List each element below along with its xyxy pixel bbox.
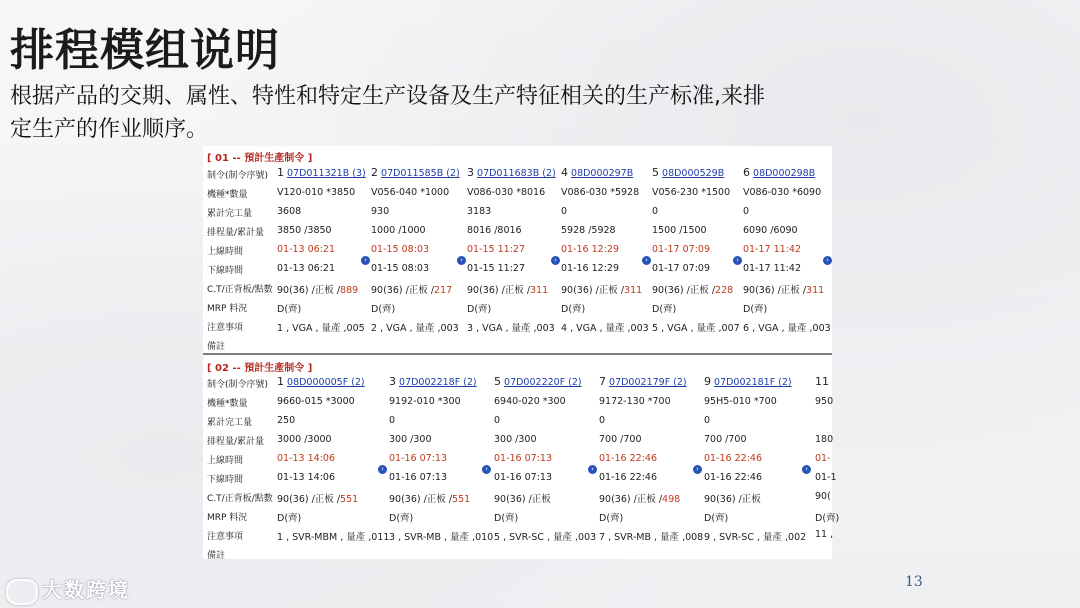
order-seq-number: 4 <box>561 166 568 179</box>
schedule-section-01 <box>203 146 832 352</box>
cycle-time-text: 90(36) /正板 / <box>599 494 663 505</box>
cycle-time <box>652 282 733 296</box>
section-header: [ 01 -- 預計生產制令 ] <box>207 153 313 164</box>
order-seq-number: 9 <box>704 375 711 388</box>
next-arrow-icon[interactable]: › <box>588 465 597 474</box>
order-seq-number: 3 <box>389 375 396 388</box>
order-header <box>652 166 724 179</box>
scheduled-qty: 180 <box>815 434 834 445</box>
mrp-status: D(齊) <box>371 304 396 315</box>
cycle-time-text: 90(36) /正板 / <box>371 285 435 296</box>
cycle-time <box>467 282 548 296</box>
cycle-time <box>277 282 358 296</box>
row-label: 備註 <box>207 551 226 561</box>
start-time: 01-16 07:13 <box>494 453 553 464</box>
model-qty: V086-030 *5928 <box>561 187 640 198</box>
order-header <box>277 375 365 388</box>
row-label: C.T/正背板/點數 <box>207 494 273 504</box>
order-note: 11 , <box>815 529 834 540</box>
start-time: 01-16 22:46 <box>599 453 658 464</box>
order-id-link[interactable]: 08D000529B <box>662 168 725 179</box>
order-note: 1 , SVR-MBM , 量產 ,011 <box>277 532 390 543</box>
schedule-section-02 <box>203 356 840 561</box>
order-note: 3 , VGA , 量產 ,003 <box>467 323 555 334</box>
cycle-time-text: 90(36) /正板 <box>494 494 551 505</box>
row-label: 制令(制令序號) <box>207 171 269 181</box>
row-label: 備註 <box>207 342 226 352</box>
order-seq-number: 5 <box>652 166 659 179</box>
model-qty: V120-010 *3850 <box>277 187 356 198</box>
cycle-time <box>371 282 452 296</box>
completed-qty: 0 <box>652 206 659 217</box>
end-time: 01-15 08:03 <box>371 263 430 274</box>
order-seq-number: 7 <box>599 375 606 388</box>
scheduled-qty: 3850 /3850 <box>277 225 332 236</box>
cycle-time-points: 311 <box>806 285 825 296</box>
mrp-status: D(齊) <box>561 304 586 315</box>
completed-qty: 250 <box>277 415 296 426</box>
start-time: 01-16 22:46 <box>704 453 763 464</box>
cycle-time <box>599 491 680 505</box>
order-id-link[interactable]: 07D002218F (2) <box>399 377 477 388</box>
completed-qty: 3608 <box>277 206 302 217</box>
next-arrow-icon[interactable]: › <box>361 256 370 265</box>
completed-qty: 0 <box>704 415 711 426</box>
order-note: 3 , SVR-MB , 量產 ,010 <box>389 532 494 543</box>
row-label: 累計完工量 <box>207 418 253 428</box>
row-label: 注意事項 <box>207 323 244 333</box>
order-id-link[interactable]: 07D002181F (2) <box>714 377 792 388</box>
next-arrow-icon[interactable]: › <box>693 465 702 474</box>
next-arrow-icon[interactable]: › <box>378 465 387 474</box>
row-label: 下線時間 <box>207 266 244 276</box>
row-label: MRP 料況 <box>207 304 248 314</box>
completed-qty: 0 <box>743 206 750 217</box>
start-time: 01-15 08:03 <box>371 244 430 255</box>
row-label: 注意事項 <box>207 532 244 542</box>
start-time: 01-17 07:09 <box>652 244 711 255</box>
order-seq-number: 6 <box>743 166 750 179</box>
cycle-time-points: 228 <box>715 285 734 296</box>
model-qty: 9192-010 *300 <box>389 396 461 407</box>
end-time: 01-16 12:29 <box>561 263 620 274</box>
cycle-time-text: 90(36) /正板 / <box>561 285 625 296</box>
order-note: 5 , SVR-SC , 量產 ,003 <box>494 532 597 543</box>
end-time: 01-17 11:42 <box>743 263 802 274</box>
scheduled-qty: 6090 /6090 <box>743 225 798 236</box>
cycle-time-points: 889 <box>340 285 359 296</box>
row-label: 制令(制令序號) <box>207 380 269 390</box>
completed-qty: 0 <box>599 415 606 426</box>
scheduled-qty: 700 /700 <box>599 434 642 445</box>
start-time: 01-16 12:29 <box>561 244 620 255</box>
order-id-link[interactable]: 07D002220F (2) <box>504 377 582 388</box>
cycle-time <box>704 491 761 505</box>
row-label: 機種*數量 <box>207 399 248 409</box>
mrp-status: D(齊) <box>652 304 677 315</box>
mrp-status: D(齊) <box>599 513 624 524</box>
section-header: [ 02 -- 預計生產制令 ] <box>207 363 313 374</box>
scheduled-qty: 1000 /1000 <box>371 225 426 236</box>
start-time: 01- <box>815 453 831 464</box>
end-time: 01-16 07:13 <box>494 472 553 483</box>
cycle-time-points: 551 <box>452 494 471 505</box>
model-qty: 9172-130 *700 <box>599 396 671 407</box>
order-header <box>815 375 829 388</box>
slide-subtitle: 根据产品的交期、属性、特性和特定生产设备及生产特征相关的生产标准,来排定生产的作业顺序。 <box>10 84 765 142</box>
next-arrow-icon[interactable]: › <box>802 465 811 474</box>
row-label: C.T/正背板/點數 <box>207 285 273 295</box>
model-qty: 950 <box>815 396 834 407</box>
next-arrow-icon[interactable]: › <box>551 256 560 265</box>
end-time: 01-16 22:46 <box>704 472 763 483</box>
cycle-time <box>389 491 470 505</box>
cycle-time-points: 217 <box>434 285 453 296</box>
cycle-time <box>277 491 358 505</box>
cycle-time-points: 551 <box>340 494 359 505</box>
order-note: 4 , VGA , 量產 ,003 <box>561 323 649 334</box>
row-label: 累計完工量 <box>207 209 253 219</box>
order-note: 1 , VGA , 量產 ,005 <box>277 323 365 334</box>
scheduled-qty: 300 /300 <box>494 434 537 445</box>
start-time: 01-13 06:21 <box>277 244 336 255</box>
completed-qty: 0 <box>389 415 396 426</box>
cycle-time-points: 311 <box>624 285 643 296</box>
page-number: 13 <box>905 574 923 590</box>
model-qty: 6940-020 *300 <box>494 396 566 407</box>
end-time: 01-13 06:21 <box>277 263 336 274</box>
mrp-status: D(齊) <box>277 513 302 524</box>
row-label: 下線時間 <box>207 475 244 485</box>
mrp-status: D(齊) <box>743 304 768 315</box>
section-divider <box>203 353 832 355</box>
order-header <box>467 166 556 179</box>
row-label: MRP 料況 <box>207 513 248 523</box>
order-id-link[interactable]: 08D000298B <box>753 168 816 179</box>
cycle-time-text: 90(36) /正板 / <box>389 494 453 505</box>
end-time: 01-16 07:13 <box>389 472 448 483</box>
completed-qty: 0 <box>561 206 568 217</box>
next-arrow-icon[interactable]: › <box>457 256 466 265</box>
end-time: 01-16 22:46 <box>599 472 658 483</box>
mrp-status: D(齊) <box>467 304 492 315</box>
start-time: 01-15 11:27 <box>467 244 526 255</box>
next-arrow-icon[interactable]: › <box>482 465 491 474</box>
end-time: 01-15 11:27 <box>467 263 526 274</box>
scheduled-qty: 300 /300 <box>389 434 432 445</box>
model-qty: V086-030 *6090 <box>743 187 822 198</box>
order-seq-number: 2 <box>371 166 378 179</box>
cycle-time-text: 90(36) /正板 / <box>277 285 341 296</box>
order-id-link[interactable]: 07D011683B (2) <box>477 168 556 179</box>
row-label: 上線時間 <box>207 247 244 257</box>
scheduled-qty: 1500 /1500 <box>652 225 707 236</box>
logo-text: 大数跨境 <box>42 578 130 602</box>
cycle-time-text: 90( <box>815 491 831 502</box>
start-time: 01-13 14:06 <box>277 453 336 464</box>
cycle-time-text: 90(36) /正板 <box>704 494 761 505</box>
mrp-status: D(齊) <box>389 513 414 524</box>
order-seq-number: 1 <box>277 375 284 388</box>
cycle-time-text: 90(36) /正板 / <box>652 285 716 296</box>
cycle-time-points: 311 <box>530 285 549 296</box>
row-label: 排程量/累計量 <box>207 437 265 447</box>
order-id-link[interactable]: 07D011321B (3) <box>287 168 366 179</box>
order-header <box>389 375 477 388</box>
row-label: 上線時間 <box>207 456 244 466</box>
completed-qty: 3183 <box>467 206 492 217</box>
order-note: 6 , VGA , 量產 ,003 <box>743 323 831 334</box>
order-note: 5 , VGA , 量產 ,007 <box>652 323 740 334</box>
logo-mark-icon <box>6 579 38 605</box>
order-seq-number: 11 <box>815 375 829 388</box>
mrp-status: D(齊) <box>704 513 729 524</box>
mrp-status: D(齊) <box>815 513 840 524</box>
scheduled-qty: 8016 /8016 <box>467 225 522 236</box>
cycle-time-text: 90(36) /正板 / <box>743 285 807 296</box>
schedule-screenshot-panel <box>203 146 840 561</box>
scheduled-qty: 5928 /5928 <box>561 225 616 236</box>
model-qty: 9660-015 *3000 <box>277 396 355 407</box>
end-time: 01-13 14:06 <box>277 472 336 483</box>
model-qty: 95H5-010 *700 <box>704 396 777 407</box>
cycle-time-points: 498 <box>662 494 681 505</box>
cycle-time-text: 90(36) /正板 / <box>277 494 341 505</box>
model-qty: V086-030 *8016 <box>467 187 546 198</box>
order-header <box>494 375 582 388</box>
order-id-link[interactable]: 07D011585B (2) <box>381 168 460 179</box>
order-id-link[interactable]: 07D002179F (2) <box>609 377 687 388</box>
row-label: 機種*數量 <box>207 190 248 200</box>
order-header <box>277 166 366 179</box>
cycle-time <box>561 282 642 296</box>
order-header <box>561 166 633 179</box>
order-header <box>599 375 687 388</box>
next-arrow-icon[interactable]: › <box>823 256 832 265</box>
cycle-time <box>743 282 824 296</box>
cycle-time <box>494 491 551 505</box>
scheduled-qty: 3000 /3000 <box>277 434 332 445</box>
completed-qty: 930 <box>371 206 390 217</box>
order-note: 7 , SVR-MB , 量產 ,008 <box>599 532 704 543</box>
order-seq-number: 3 <box>467 166 474 179</box>
order-header <box>704 375 792 388</box>
next-arrow-icon[interactable]: › <box>733 256 742 265</box>
next-arrow-icon[interactable]: › <box>642 256 651 265</box>
start-time: 01-17 11:42 <box>743 244 802 255</box>
brand-logo <box>6 574 130 605</box>
slide-title: 排程模组说明 <box>10 25 280 76</box>
order-id-link[interactable]: 08D000297B <box>571 168 634 179</box>
cycle-time <box>815 491 831 502</box>
order-header <box>371 166 460 179</box>
mrp-status: D(齊) <box>494 513 519 524</box>
order-note: 2 , VGA , 量產 ,003 <box>371 323 459 334</box>
order-header <box>743 166 815 179</box>
scheduled-qty: 700 /700 <box>704 434 747 445</box>
order-seq-number: 5 <box>494 375 501 388</box>
order-note: 9 , SVR-SC , 量產 ,002 <box>704 532 807 543</box>
model-qty: V056-040 *1000 <box>371 187 450 198</box>
order-seq-number: 1 <box>277 166 284 179</box>
cycle-time-text: 90(36) /正板 / <box>467 285 531 296</box>
row-label: 排程量/累計量 <box>207 228 265 238</box>
end-time: 01-1 <box>815 472 837 483</box>
completed-qty: 0 <box>494 415 501 426</box>
mrp-status: D(齊) <box>277 304 302 315</box>
start-time: 01-16 07:13 <box>389 453 448 464</box>
order-id-link[interactable]: 08D000005F (2) <box>287 377 365 388</box>
end-time: 01-17 07:09 <box>652 263 711 274</box>
model-qty: V056-230 *1500 <box>652 187 731 198</box>
